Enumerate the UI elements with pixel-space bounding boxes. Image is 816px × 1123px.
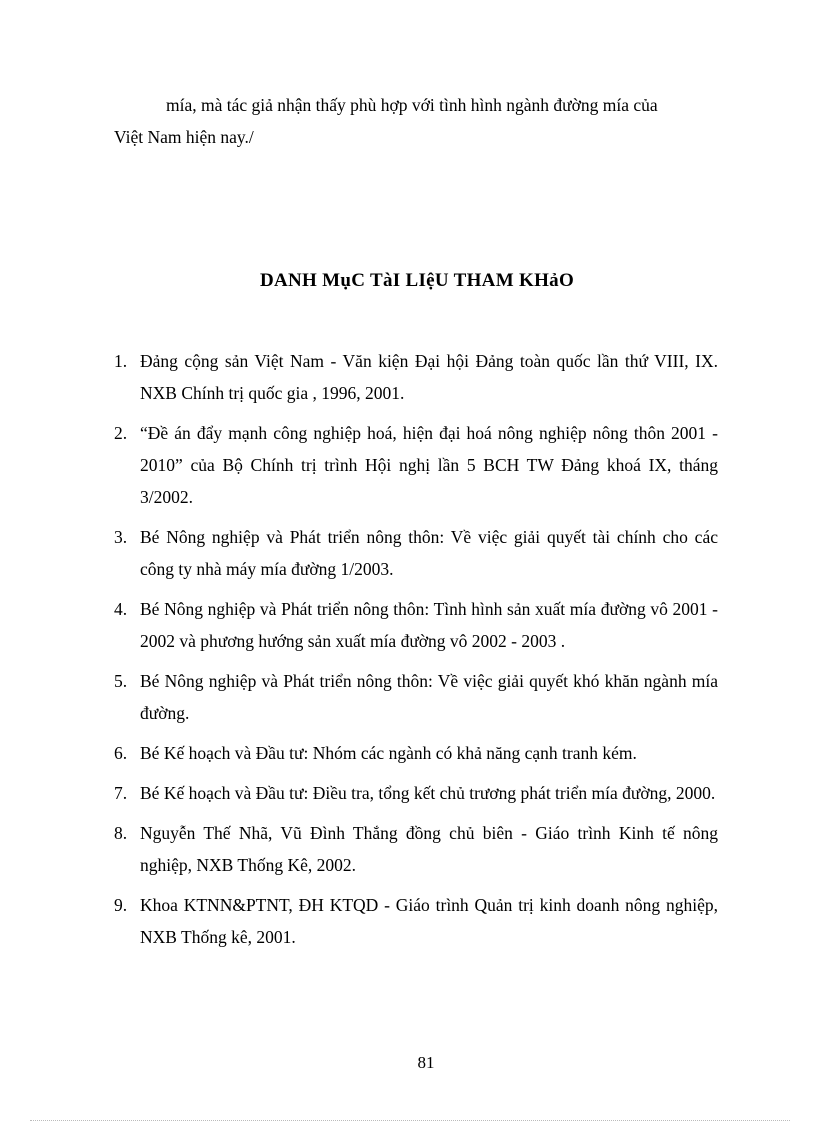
reference-text: Bé Nông nghiệp và Phát triển nông thôn: Tình hình sản xuất mía đường vô 2001 - 2002 và phương hướng sản xuất mía đường vô 2002 - 2003 .: [140, 599, 718, 651]
reference-text: “Đề án đẩy mạnh công nghiệp hoá, hiện đại hoá nông nghiệp nông thôn 2001 - 2010” của Bộ Chính trị trình Hội nghị lần 5 BCH TW Đảng khoá IX, tháng 3/2002.: [140, 423, 718, 507]
reference-item: [114, 737, 718, 769]
reference-number: 8.: [114, 823, 128, 843]
reference-text: Bé Nông nghiệp và Phát triển nông thôn: Về việc giải quyết tài chính cho các công ty nhà máy mía đường 1/2003.: [140, 527, 718, 579]
reference-number: 9.: [114, 895, 128, 915]
reference-text: Bé Kế hoạch và Đầu tư: Điều tra, tổng kết chủ trương phát triển mía đường, 2000.: [140, 783, 716, 803]
reference-text: Khoa KTNN&PTNT, ĐH KTQD - Giáo trình Quản trị kinh doanh nông nghiệp, NXB Thống kê, 2001.: [140, 895, 718, 947]
reference-item: [114, 817, 718, 881]
footer-divider: [30, 1120, 790, 1121]
reference-number: 4.: [114, 599, 128, 619]
reference-list: [114, 345, 718, 961]
reference-text: Đảng cộng sản Việt Nam - Văn kiện Đại hội Đảng toàn quốc lần thứ VIII, IX. NXB Chính trị quốc gia , 1996, 2001.: [140, 351, 718, 403]
reference-text: Bé Kế hoạch và Đầu tư: Nhóm các ngành có khả năng cạnh tranh kém.: [140, 743, 637, 763]
reference-text: Bé Nông nghiệp và Phát triển nông thôn: Về việc giải quyết khó khăn ngành mía đường.: [140, 671, 718, 723]
reference-number: 3.: [114, 527, 128, 547]
reference-item: [114, 593, 718, 657]
reference-number: 7.: [114, 783, 128, 803]
reference-item: [114, 889, 718, 953]
page-title: DANH MụC TàI LIệU THAM KHảO: [259, 270, 575, 291]
intro-line-2: Việt Nam hiện nay./: [114, 127, 254, 147]
reference-item: [114, 777, 718, 809]
reference-number: 1.: [114, 351, 128, 371]
reference-number: 5.: [114, 671, 128, 691]
reference-number: 6.: [114, 743, 128, 763]
reference-text: Nguyễn Thế Nhã, Vũ Đình Thắng đồng chủ biên - Giáo trình Kinh tế nông nghiệp, NXB Thống Kê, 2002.: [140, 823, 718, 875]
page-number: 81: [417, 1053, 435, 1072]
intro-line-1: mía, mà tác giả nhận thấy phù hợp với tình hình ngành đường mía của: [166, 95, 658, 115]
reference-item: [114, 521, 718, 585]
reference-item: [114, 345, 718, 409]
reference-item: [114, 417, 718, 513]
reference-number: 2.: [114, 423, 128, 443]
reference-item: [114, 665, 718, 729]
